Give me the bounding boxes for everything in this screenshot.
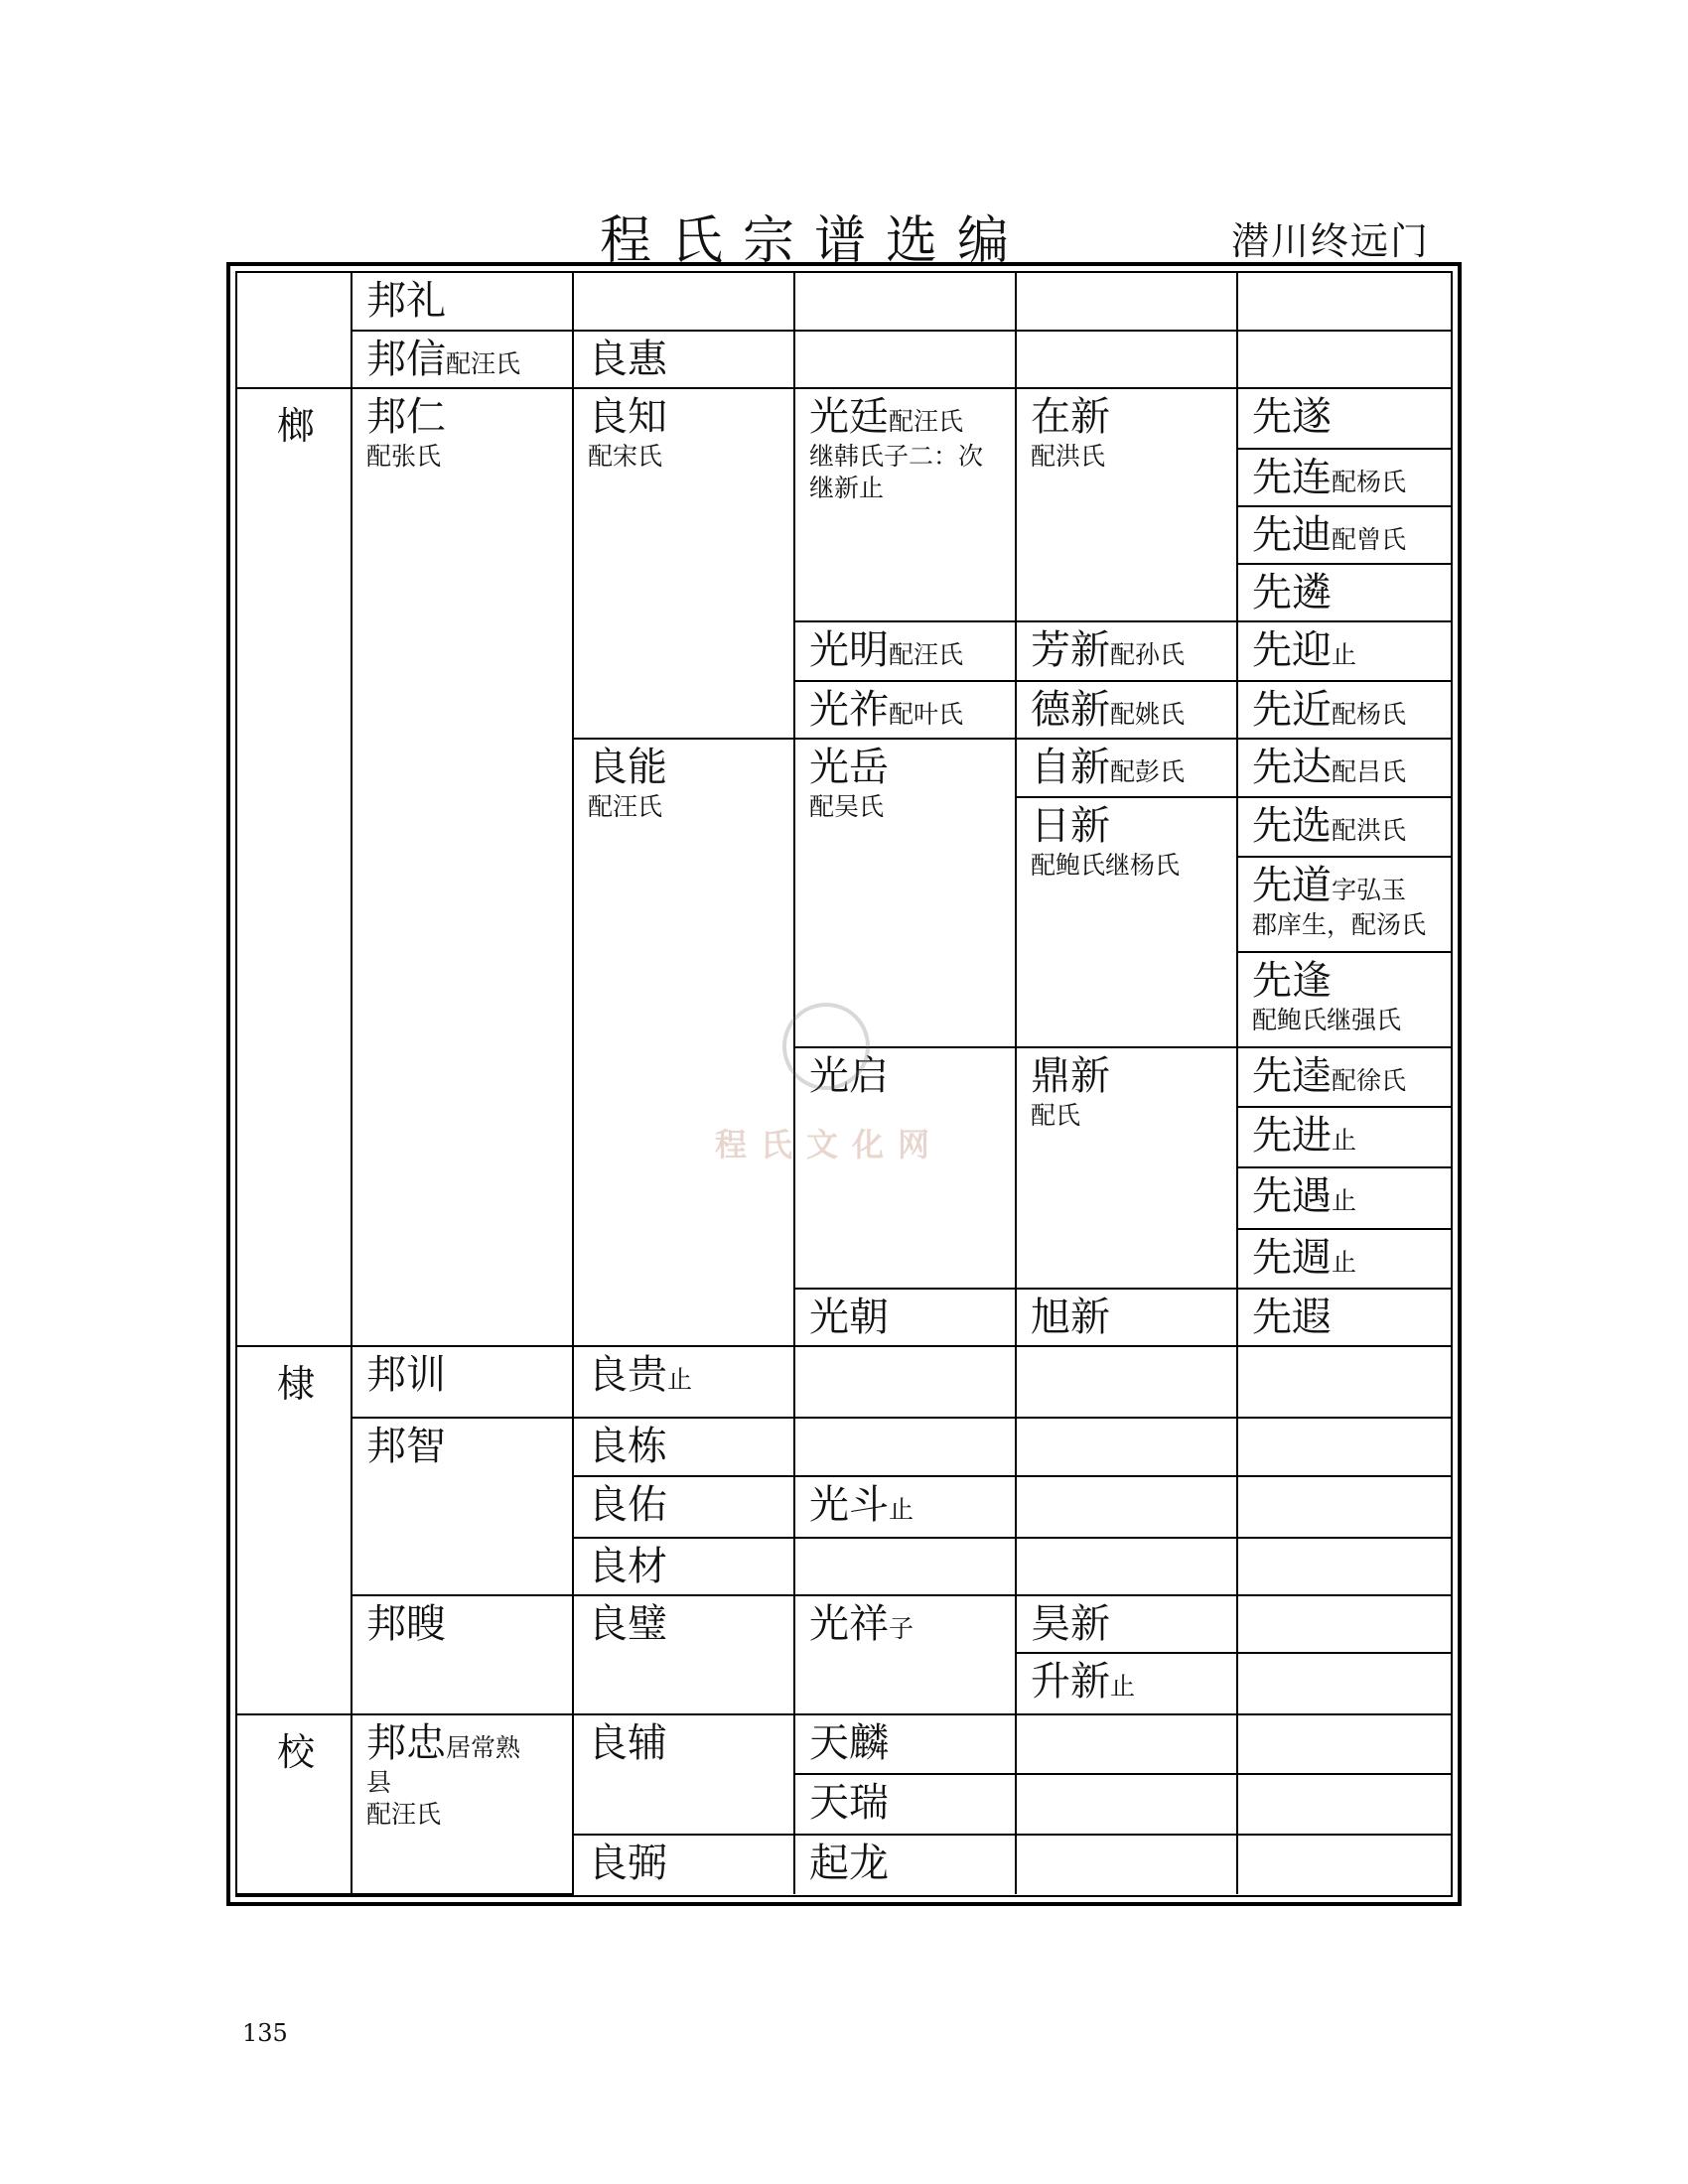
person-name: 良辅 bbox=[588, 1720, 667, 1767]
person-note: 配吕氏 bbox=[1332, 757, 1407, 787]
person-cell bbox=[573, 1538, 794, 1595]
branch-cell bbox=[237, 388, 352, 1346]
person-note: 配汪氏 bbox=[889, 640, 964, 670]
person-cell bbox=[1016, 1047, 1237, 1289]
page-title: 程氏宗谱选编 bbox=[599, 211, 1029, 271]
person-note: 止 bbox=[889, 1494, 914, 1524]
person-name: 升新 bbox=[1031, 1659, 1110, 1706]
person-name: 天瑞 bbox=[809, 1780, 889, 1827]
table-row bbox=[237, 1418, 1451, 1475]
person-cell bbox=[352, 273, 573, 331]
person-name: 先达 bbox=[1252, 745, 1332, 791]
person-name: 日新 bbox=[1031, 802, 1110, 849]
empty-cell bbox=[1237, 1476, 1451, 1538]
person-cell bbox=[1237, 449, 1451, 506]
person-cell bbox=[794, 1047, 1016, 1289]
person-note: 配洪氏 bbox=[1332, 815, 1407, 845]
empty-cell bbox=[794, 1418, 1016, 1475]
person-cell bbox=[1237, 797, 1451, 857]
person-name: 先连 bbox=[1252, 454, 1332, 500]
person-cell bbox=[794, 681, 1016, 739]
empty-cell bbox=[794, 1346, 1016, 1418]
person-note: 止 bbox=[1332, 1126, 1357, 1156]
person-name: 邦智 bbox=[366, 1424, 446, 1470]
person-note: 配汪氏 bbox=[446, 349, 521, 379]
person-name: 自新 bbox=[1031, 745, 1110, 791]
person-cell bbox=[1237, 739, 1451, 796]
person-note: 止 bbox=[667, 1365, 693, 1395]
empty-cell bbox=[1237, 1714, 1451, 1774]
person-note: 配张氏 bbox=[366, 442, 442, 472]
person-name: 良能 bbox=[588, 745, 667, 791]
person-name: 光明 bbox=[809, 627, 889, 674]
empty-cell bbox=[1016, 331, 1237, 388]
person-cell bbox=[1016, 739, 1237, 796]
branch-label: 棣 bbox=[276, 1362, 315, 1407]
person-name: 光斗 bbox=[809, 1481, 889, 1528]
empty-cell bbox=[794, 1538, 1016, 1595]
person-name: 先近 bbox=[1252, 687, 1332, 734]
person-note: 止 bbox=[1332, 1185, 1357, 1215]
person-cell bbox=[1237, 506, 1451, 564]
person-cell bbox=[352, 1346, 573, 1418]
person-cell bbox=[1016, 1595, 1237, 1653]
person-name: 邦仁 bbox=[366, 394, 446, 441]
empty-cell bbox=[1237, 1418, 1451, 1475]
empty-cell bbox=[1237, 1595, 1451, 1653]
person-name: 先迎 bbox=[1252, 627, 1332, 674]
person-note: 配氏 bbox=[1031, 1101, 1081, 1131]
person-name: 良栋 bbox=[588, 1424, 667, 1470]
person-cell bbox=[1016, 1289, 1237, 1346]
person-name: 先遂 bbox=[1252, 394, 1332, 441]
table-row bbox=[237, 331, 1451, 388]
person-cell bbox=[573, 1835, 794, 1894]
person-name: 先遐 bbox=[1252, 1294, 1332, 1340]
person-note-spouse: 配汪氏 bbox=[366, 1800, 442, 1830]
person-name: 芳新 bbox=[1031, 627, 1110, 674]
person-name: 光廷 bbox=[809, 394, 889, 441]
table-row bbox=[237, 273, 1451, 331]
person-note: 配叶氏 bbox=[889, 700, 964, 730]
page-number: 135 bbox=[242, 2019, 288, 2047]
person-note: 配徐氏 bbox=[1332, 1066, 1407, 1096]
page-subtitle: 潜川终远门 bbox=[1231, 219, 1431, 263]
person-note: 居常熟 bbox=[446, 1733, 521, 1763]
person-name: 光祥 bbox=[809, 1600, 889, 1647]
person-cell bbox=[573, 1476, 794, 1538]
person-note: 配洪氏 bbox=[1031, 442, 1106, 472]
person-cell bbox=[352, 1714, 573, 1894]
empty-cell bbox=[573, 273, 794, 331]
person-cell bbox=[794, 1289, 1016, 1346]
empty-cell bbox=[1237, 331, 1451, 388]
person-cell bbox=[1237, 1229, 1451, 1289]
empty-cell bbox=[1237, 1774, 1451, 1834]
person-cell bbox=[1237, 952, 1451, 1047]
person-cell bbox=[573, 388, 794, 739]
empty-cell bbox=[1237, 1538, 1451, 1595]
person-cell bbox=[1016, 681, 1237, 739]
person-name: 先逵 bbox=[1252, 1053, 1332, 1100]
person-note: 配彭氏 bbox=[1110, 757, 1186, 787]
person-note: 配鲍氏继强氏 bbox=[1252, 1006, 1402, 1034]
person-name: 先迪 bbox=[1252, 511, 1332, 558]
empty-cell bbox=[1237, 273, 1451, 331]
person-name: 光朝 bbox=[809, 1294, 889, 1340]
empty-cell bbox=[1237, 1346, 1451, 1418]
watermark-text: 程氏文化网 bbox=[715, 1126, 944, 1163]
person-note: 配杨氏 bbox=[1332, 700, 1407, 730]
empty-cell bbox=[794, 331, 1016, 388]
person-name: 在新 bbox=[1031, 394, 1110, 441]
person-name: 先遴 bbox=[1252, 569, 1332, 615]
person-cell bbox=[1237, 1289, 1451, 1346]
person-name: 光岳 bbox=[809, 745, 889, 791]
person-note: 止 bbox=[1332, 640, 1357, 670]
person-name: 邦忠 bbox=[366, 1720, 446, 1767]
branch-label: 校 bbox=[276, 1730, 315, 1775]
table-row bbox=[237, 388, 1451, 448]
empty-cell bbox=[1016, 1538, 1237, 1595]
person-name: 邦信 bbox=[366, 337, 446, 383]
person-cell bbox=[794, 1595, 1016, 1714]
person-cell bbox=[794, 1774, 1016, 1834]
person-cell bbox=[1016, 621, 1237, 681]
person-cell bbox=[573, 1418, 794, 1475]
branch-cell-empty bbox=[237, 273, 352, 388]
person-note: 配汪氏 bbox=[588, 792, 663, 822]
person-note-cont: 县 bbox=[366, 1768, 392, 1798]
person-cell bbox=[573, 1595, 794, 1714]
person-cell bbox=[794, 388, 1016, 621]
empty-cell bbox=[1016, 1774, 1237, 1834]
person-cell bbox=[794, 1714, 1016, 1774]
person-cell bbox=[1237, 621, 1451, 681]
person-cell bbox=[1237, 1047, 1451, 1107]
person-name: 良璧 bbox=[588, 1600, 667, 1647]
person-cell bbox=[352, 1418, 573, 1595]
person-cell bbox=[573, 739, 794, 1346]
person-name: 光祚 bbox=[809, 687, 889, 734]
genealogy-table-inner-frame bbox=[235, 271, 1453, 1897]
empty-cell bbox=[1016, 1714, 1237, 1774]
person-name: 先遇 bbox=[1252, 1172, 1332, 1219]
person-note: 配杨氏 bbox=[1332, 467, 1407, 496]
person-cell bbox=[352, 1595, 573, 1714]
empty-cell bbox=[1237, 1835, 1451, 1894]
empty-cell bbox=[1016, 1418, 1237, 1475]
person-cell bbox=[352, 388, 573, 1346]
person-cell bbox=[794, 1835, 1016, 1894]
person-name: 鼎新 bbox=[1031, 1053, 1110, 1100]
person-name: 先道 bbox=[1252, 862, 1332, 908]
empty-cell bbox=[794, 273, 1016, 331]
person-cell bbox=[1016, 1653, 1237, 1714]
person-name: 天麟 bbox=[809, 1720, 889, 1767]
person-note: 配吴氏 bbox=[809, 792, 885, 822]
person-name: 良惠 bbox=[588, 337, 667, 383]
person-note: 配曾氏 bbox=[1332, 524, 1407, 554]
person-note: 止 bbox=[1332, 1247, 1357, 1277]
table-row bbox=[237, 1714, 1451, 1774]
person-name: 昊新 bbox=[1031, 1600, 1110, 1647]
person-name: 邦礼 bbox=[366, 278, 446, 324]
empty-cell bbox=[1016, 273, 1237, 331]
person-name: 光启 bbox=[809, 1053, 889, 1100]
branch-cell bbox=[237, 1714, 352, 1894]
person-note: 配姚氏 bbox=[1110, 700, 1186, 730]
person-cell bbox=[573, 1714, 794, 1834]
table-row bbox=[237, 1595, 1451, 1653]
person-name: 先选 bbox=[1252, 802, 1332, 849]
empty-cell bbox=[1016, 1476, 1237, 1538]
table-row bbox=[237, 1346, 1451, 1418]
person-name: 德新 bbox=[1031, 687, 1110, 734]
genealogy-table-frame bbox=[226, 262, 1462, 1906]
person-note: 字弘玉 bbox=[1332, 875, 1407, 904]
person-cell bbox=[794, 739, 1016, 1047]
person-cell bbox=[1237, 1107, 1451, 1166]
branch-cell bbox=[237, 1346, 352, 1714]
person-name: 先週 bbox=[1252, 1234, 1332, 1281]
empty-cell bbox=[1016, 1835, 1237, 1894]
person-note: 配孙氏 bbox=[1110, 640, 1186, 670]
person-name: 邦训 bbox=[366, 1352, 446, 1399]
person-note-detail: 继韩氏子二：次继新止 bbox=[809, 442, 984, 503]
person-cell bbox=[1237, 681, 1451, 739]
person-cell bbox=[1237, 857, 1451, 952]
person-name: 良贵 bbox=[588, 1352, 667, 1399]
person-cell bbox=[1237, 564, 1451, 621]
branch-label: 榔 bbox=[276, 404, 315, 449]
empty-cell bbox=[1016, 1346, 1237, 1418]
person-name: 先逢 bbox=[1252, 958, 1332, 1004]
person-cell bbox=[794, 1476, 1016, 1538]
person-cell bbox=[1237, 1167, 1451, 1229]
genealogy-table bbox=[237, 273, 1451, 1895]
person-note: 配汪氏 bbox=[889, 407, 964, 437]
person-cell bbox=[573, 1346, 794, 1418]
person-cell bbox=[1016, 797, 1237, 1048]
person-note: 子 bbox=[889, 1613, 914, 1643]
person-cell bbox=[573, 331, 794, 388]
person-cell bbox=[1016, 388, 1237, 621]
person-name: 良材 bbox=[588, 1543, 667, 1589]
person-note: 止 bbox=[1110, 1672, 1136, 1702]
person-cell bbox=[352, 331, 573, 388]
person-name: 邦瞍 bbox=[366, 1600, 446, 1647]
person-name: 良佑 bbox=[588, 1481, 667, 1528]
person-name: 先进 bbox=[1252, 1113, 1332, 1160]
person-cell bbox=[1237, 388, 1451, 448]
person-name: 旭新 bbox=[1031, 1294, 1110, 1340]
person-note: 配鲍氏继杨氏 bbox=[1031, 850, 1181, 880]
person-name: 良知 bbox=[588, 394, 667, 441]
person-note-detail: 郡庠生，配汤氏 bbox=[1252, 909, 1427, 939]
person-name: 良弼 bbox=[588, 1840, 667, 1886]
person-cell bbox=[794, 621, 1016, 681]
empty-cell bbox=[1237, 1653, 1451, 1714]
person-name: 起龙 bbox=[809, 1840, 889, 1886]
person-note: 配宋氏 bbox=[588, 442, 663, 472]
